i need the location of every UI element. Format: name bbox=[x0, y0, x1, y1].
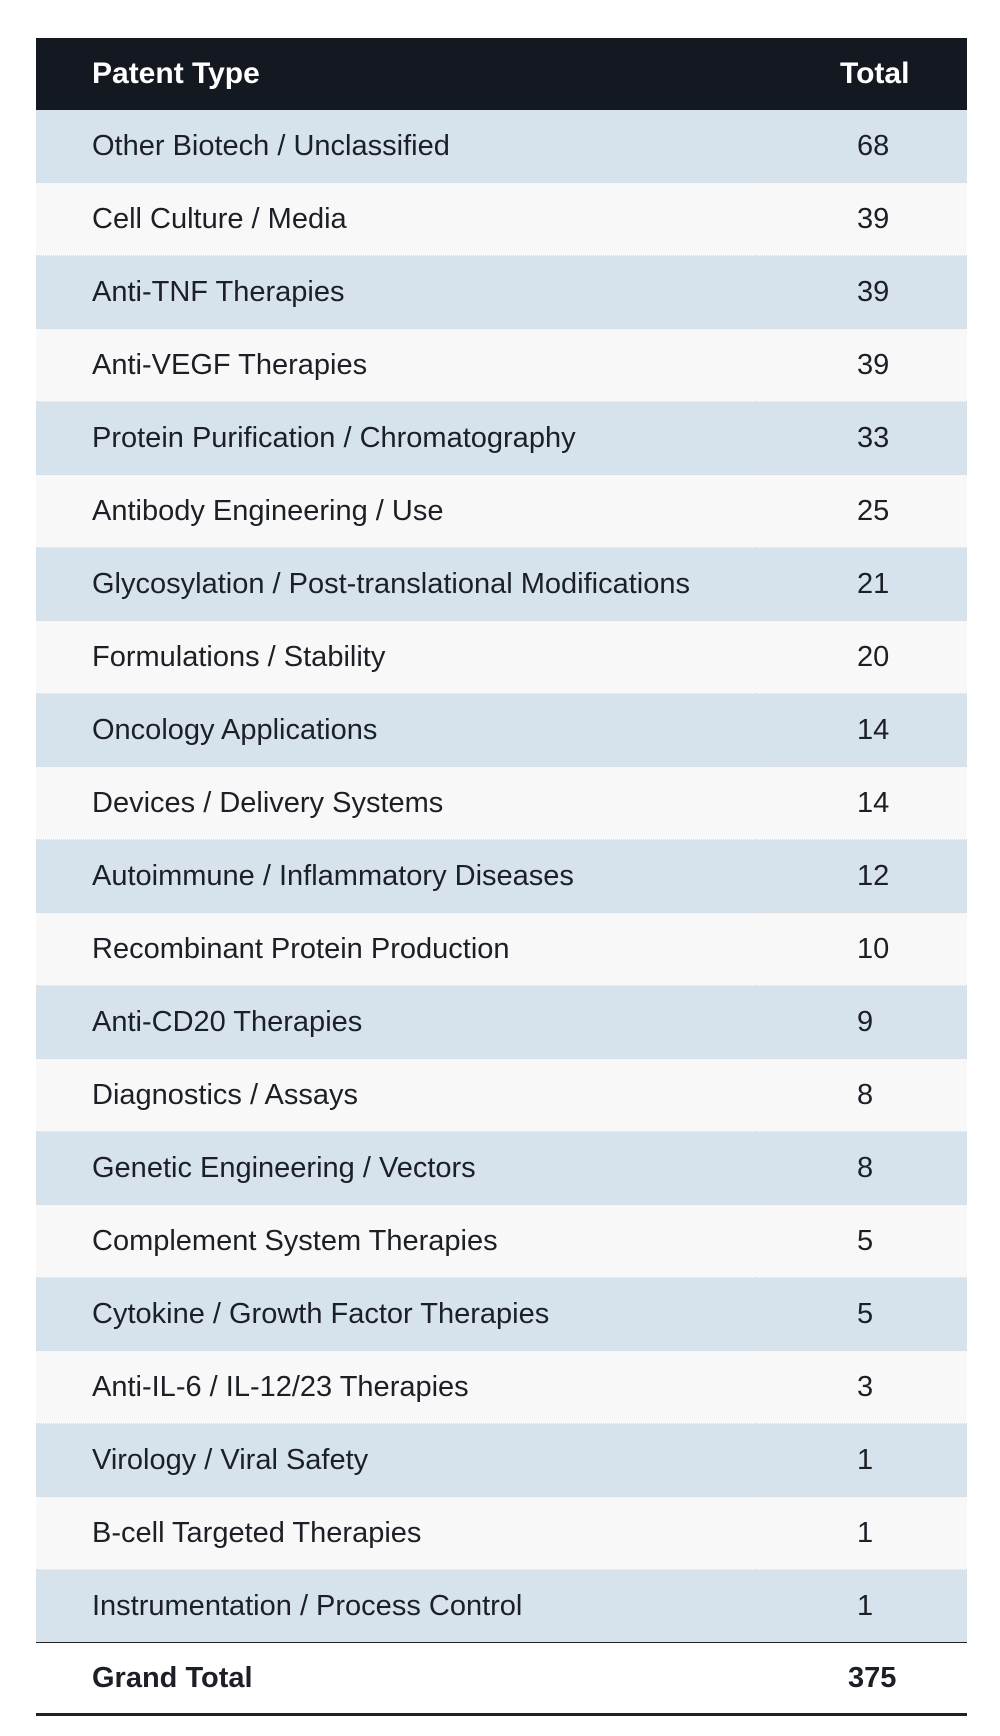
table-row bbox=[36, 256, 967, 329]
patent-type-cell: Anti-CD20 Therapies bbox=[36, 986, 756, 1059]
total-cell: 5 bbox=[756, 1278, 967, 1351]
patent-type-cell: Virology / Viral Safety bbox=[36, 1424, 756, 1497]
patent-type-cell: Formulations / Stability bbox=[36, 621, 756, 694]
table-footer bbox=[36, 1643, 967, 1715]
table-row bbox=[36, 1570, 967, 1643]
total-cell: 39 bbox=[756, 256, 967, 329]
total-cell: 33 bbox=[756, 402, 967, 475]
table-row bbox=[36, 1497, 967, 1570]
column-header-patent-type: Patent Type bbox=[36, 38, 756, 110]
table-row bbox=[36, 840, 967, 913]
patent-type-cell: Antibody Engineering / Use bbox=[36, 475, 756, 548]
grand-total-row bbox=[36, 1643, 967, 1715]
table-body bbox=[36, 110, 967, 1643]
patent-type-cell: Autoimmune / Inflammatory Diseases bbox=[36, 840, 756, 913]
table-row bbox=[36, 621, 967, 694]
patent-type-cell: Diagnostics / Assays bbox=[36, 1059, 756, 1132]
total-cell: 3 bbox=[756, 1351, 967, 1424]
table-row bbox=[36, 548, 967, 621]
patent-type-cell: Recombinant Protein Production bbox=[36, 913, 756, 986]
total-cell: 1 bbox=[756, 1424, 967, 1497]
patent-type-cell: Genetic Engineering / Vectors bbox=[36, 1132, 756, 1205]
patent-type-cell: Protein Purification / Chromatography bbox=[36, 402, 756, 475]
patent-type-cell: Glycosylation / Post-translational Modifications bbox=[36, 548, 756, 621]
patent-type-cell: Other Biotech / Unclassified bbox=[36, 110, 756, 183]
total-cell: 14 bbox=[756, 767, 967, 840]
patent-type-cell: Instrumentation / Process Control bbox=[36, 1570, 756, 1643]
table-row bbox=[36, 1424, 967, 1497]
patent-type-table bbox=[36, 38, 967, 1716]
total-cell: 10 bbox=[756, 913, 967, 986]
grand-total-value: 375 bbox=[756, 1643, 967, 1715]
table-row bbox=[36, 475, 967, 548]
table-header bbox=[36, 38, 967, 110]
table-row bbox=[36, 329, 967, 402]
patent-type-table-container bbox=[36, 38, 967, 1716]
patent-type-cell: Anti-IL-6 / IL-12/23 Therapies bbox=[36, 1351, 756, 1424]
total-cell: 12 bbox=[756, 840, 967, 913]
patent-type-cell: Oncology Applications bbox=[36, 694, 756, 767]
header-row bbox=[36, 38, 967, 110]
total-cell: 68 bbox=[756, 110, 967, 183]
total-cell: 14 bbox=[756, 694, 967, 767]
total-cell: 1 bbox=[756, 1570, 967, 1643]
table-row bbox=[36, 110, 967, 183]
table-row bbox=[36, 913, 967, 986]
table-row bbox=[36, 183, 967, 256]
total-cell: 39 bbox=[756, 329, 967, 402]
total-cell: 25 bbox=[756, 475, 967, 548]
column-header-total: Total bbox=[756, 38, 967, 110]
grand-total-label: Grand Total bbox=[36, 1643, 756, 1715]
table-row bbox=[36, 1205, 967, 1278]
total-cell: 5 bbox=[756, 1205, 967, 1278]
table-row bbox=[36, 1059, 967, 1132]
table-row bbox=[36, 1278, 967, 1351]
total-cell: 20 bbox=[756, 621, 967, 694]
patent-type-cell: Complement System Therapies bbox=[36, 1205, 756, 1278]
table-row bbox=[36, 694, 967, 767]
table-row bbox=[36, 402, 967, 475]
total-cell: 39 bbox=[756, 183, 967, 256]
patent-type-cell: Anti-VEGF Therapies bbox=[36, 329, 756, 402]
patent-type-cell: Cell Culture / Media bbox=[36, 183, 756, 256]
patent-type-cell: Anti-TNF Therapies bbox=[36, 256, 756, 329]
table-row bbox=[36, 1132, 967, 1205]
total-cell: 8 bbox=[756, 1132, 967, 1205]
total-cell: 9 bbox=[756, 986, 967, 1059]
patent-type-cell: Devices / Delivery Systems bbox=[36, 767, 756, 840]
table-row bbox=[36, 767, 967, 840]
patent-type-cell: B-cell Targeted Therapies bbox=[36, 1497, 756, 1570]
total-cell: 1 bbox=[756, 1497, 967, 1570]
table-row bbox=[36, 1351, 967, 1424]
total-cell: 8 bbox=[756, 1059, 967, 1132]
patent-type-cell: Cytokine / Growth Factor Therapies bbox=[36, 1278, 756, 1351]
table-row bbox=[36, 986, 967, 1059]
total-cell: 21 bbox=[756, 548, 967, 621]
